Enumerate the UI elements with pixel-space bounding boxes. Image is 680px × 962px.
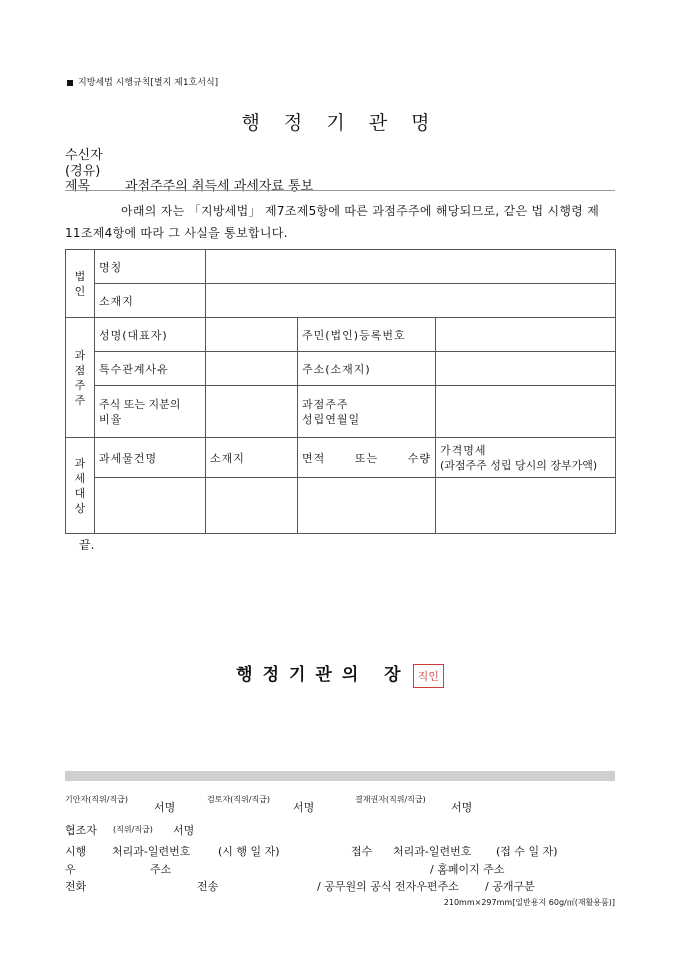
approver-label: 결재권자(직위/직급) [355, 795, 426, 804]
subject-text: 과점주주의 취득세 과세자료 통보 [125, 179, 314, 194]
target-price-line1: 가격명세 [440, 443, 487, 457]
target-area-label: 면적 또는 수량 [298, 438, 436, 478]
form-id-text: 지방세법 시행규칙[별지 제1호서식] [78, 78, 219, 88]
oligo-regno-label: 주민(법인)등록번호 [298, 318, 436, 352]
oligo-name-label: 성명(대표자) [95, 318, 206, 352]
oligo-relation-label: 특수관계사유 [95, 352, 206, 386]
paper-spec: 210mm×297mm[일반용지 60g/㎡(재활용품)] [443, 898, 615, 907]
oligo-regno-cell [436, 318, 616, 352]
target-location-cell [206, 478, 298, 534]
subject-underline [65, 190, 615, 191]
target-price-cell [436, 478, 616, 534]
drafter-label: 기안자(직위/직급) [65, 795, 129, 804]
seal-line [0, 660, 680, 688]
official-seal-stamp: 직인 [413, 664, 444, 688]
square-bullet-icon [67, 80, 73, 86]
oligo-ratio-line1: 주식 또는 지분의 [99, 397, 181, 411]
oligo-ratio-line2: 비율 [99, 412, 123, 426]
execution-number: 처리과-일련번호 [112, 845, 191, 858]
target-item-label: 과세물건명 [95, 438, 206, 478]
receipt-number: 처리과-일련번호 [393, 845, 472, 858]
corp-location-label: 소재지 [95, 284, 206, 318]
cooperator-rank: (직위/직급) [113, 825, 153, 834]
oligo-relation-cell [206, 352, 298, 386]
execution-date: (시 행 일 자) [218, 845, 280, 858]
corp-group-label: 법 인 [66, 250, 95, 318]
postal-label: 우 [65, 863, 76, 876]
notice-body: 아래의 자는 「지방세법」 제7조제5항에 따른 과점주주에 해당되므로, 같은 법 시행령 제11조제4항에 따라 그 사실을 통보합니다. [65, 204, 600, 240]
corp-name-cell [206, 250, 616, 284]
target-group-label: 과 세 대 상 [66, 438, 95, 534]
oligo-date-line2: 성립연월일 [302, 412, 361, 426]
oligo-date-line1: 과점주주 [302, 397, 349, 411]
oligo-name-cell [206, 318, 298, 352]
homepage-label: / 홈페이지 주소 [430, 863, 505, 876]
end-mark: 끝. [79, 538, 95, 552]
email-label: / 공무원의 공식 전자우편주소 [317, 880, 459, 893]
approver-sign: 서명 [451, 801, 473, 814]
recipient-label: 수신자 [65, 148, 103, 163]
receipt-date: (접 수 일 자) [496, 845, 558, 858]
target-area-cell [298, 478, 436, 534]
address-label: 주소 [150, 863, 172, 876]
oligo-address-label: 주소(소재지) [298, 352, 436, 386]
phone-label: 전화 [65, 880, 87, 893]
oligo-group-label: 과 점 주 주 [66, 318, 95, 438]
oligo-date-cell [436, 386, 616, 438]
cooperator-sign: 서명 [173, 824, 195, 837]
reviewer-sign: 서명 [293, 801, 315, 814]
receipt-label: 접수 [351, 845, 373, 858]
disclosure-label: / 공개구분 [485, 880, 535, 893]
oligo-ratio-cell [206, 386, 298, 438]
fax-label: 전송 [197, 880, 219, 893]
oligo-date-label [298, 386, 436, 438]
target-location-label: 소재지 [206, 438, 298, 478]
agency-title: 행 정 기 관 명 [241, 112, 439, 134]
via-label: (경유) [65, 164, 101, 179]
corp-location-cell [206, 284, 616, 318]
footer-divider-band [65, 771, 615, 781]
reviewer-label: 검토자(직위/직급) [207, 795, 271, 804]
oligo-address-cell [436, 352, 616, 386]
target-price-label [436, 438, 616, 478]
report-table [65, 249, 616, 534]
cooperator-label: 협조자 [65, 824, 97, 837]
agency-head-title: 행정기관의 장 [236, 665, 411, 685]
target-item-cell [95, 478, 206, 534]
form-identifier [67, 75, 218, 88]
drafter-sign: 서명 [154, 801, 176, 814]
oligo-ratio-label [95, 386, 206, 438]
target-price-line2: (과점주주 성립 당시의 장부가액) [440, 458, 598, 472]
subject-label: 제목 [65, 179, 91, 194]
corp-name-label: 명칭 [95, 250, 206, 284]
execution-label: 시행 [65, 845, 87, 858]
